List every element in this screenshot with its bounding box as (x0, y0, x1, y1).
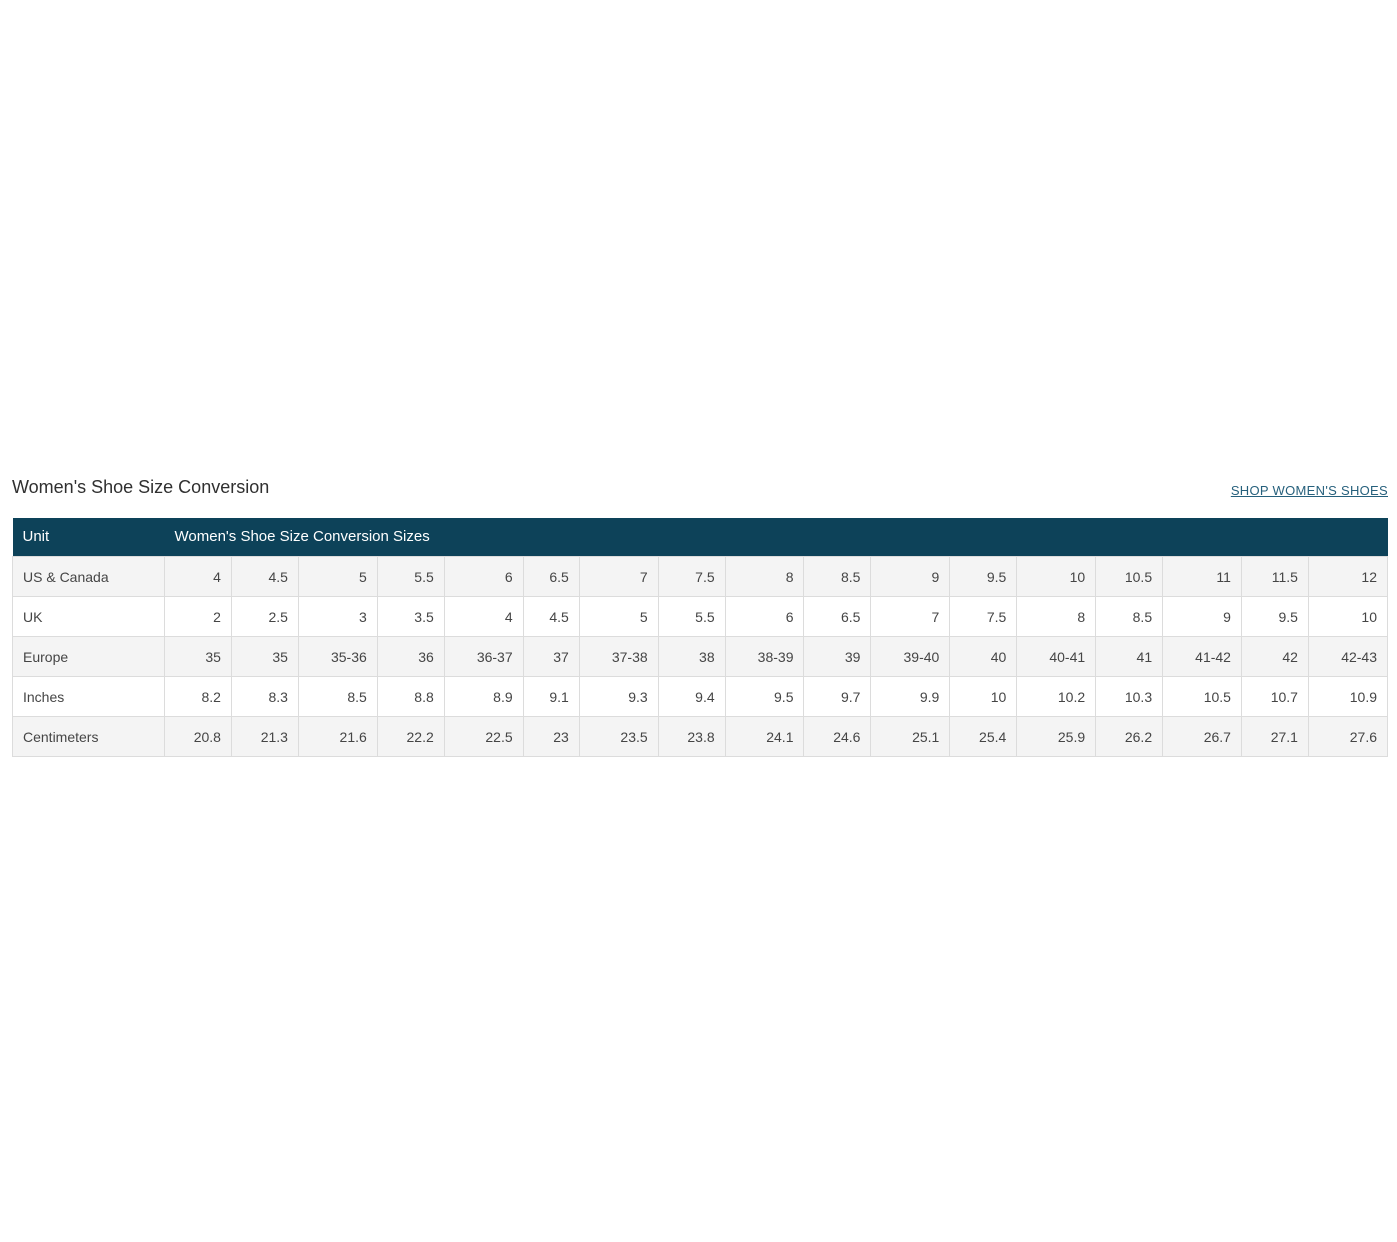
size-value-cell: 38-39 (725, 637, 804, 677)
size-value-cell: 10.5 (1096, 557, 1163, 597)
size-value-cell: 4 (165, 557, 232, 597)
shop-womens-shoes-link[interactable]: SHOP WOMEN'S SHOES (1230, 483, 1388, 498)
size-value-cell: 8.9 (444, 677, 523, 717)
size-value-cell: 36 (377, 637, 444, 677)
size-value-cell: 21.3 (231, 717, 298, 757)
row-label: UK (13, 597, 165, 637)
size-value-cell: 22.2 (377, 717, 444, 757)
size-value-cell: 23.8 (658, 717, 725, 757)
size-value-cell: 9.7 (804, 677, 871, 717)
size-value-cell: 8.8 (377, 677, 444, 717)
size-value-cell: 8.5 (1096, 597, 1163, 637)
size-value-cell: 5.5 (377, 557, 444, 597)
size-value-cell: 4.5 (231, 557, 298, 597)
row-label: US & Canada (13, 557, 165, 597)
size-value-cell: 39-40 (871, 637, 950, 677)
table-row-inches (13, 677, 1388, 717)
size-value-cell: 10 (950, 677, 1017, 717)
size-value-cell: 10 (1308, 597, 1387, 637)
size-value-cell: 2 (165, 597, 232, 637)
size-value-cell: 40 (950, 637, 1017, 677)
table-row-centimeters (13, 717, 1388, 757)
size-value-cell: 9.1 (523, 677, 579, 717)
size-value-cell: 9 (1163, 597, 1242, 637)
size-value-cell: 8.2 (165, 677, 232, 717)
size-value-cell: 37 (523, 637, 579, 677)
table-header-bar (12, 477, 1388, 499)
size-value-cell: 25.9 (1017, 717, 1096, 757)
shoe-size-conversion-table (12, 518, 1388, 758)
size-value-cell: 8.5 (298, 677, 377, 717)
size-value-cell: 7.5 (658, 557, 725, 597)
size-value-cell: 10.5 (1163, 677, 1242, 717)
size-value-cell: 3.5 (377, 597, 444, 637)
unit-column-header: Unit (13, 518, 165, 557)
size-value-cell: 42-43 (1308, 637, 1387, 677)
row-label: Europe (13, 637, 165, 677)
size-value-cell: 12 (1308, 557, 1387, 597)
size-value-cell: 11 (1163, 557, 1242, 597)
size-value-cell: 8.5 (804, 557, 871, 597)
size-value-cell: 7 (871, 597, 950, 637)
size-value-cell: 5 (579, 597, 658, 637)
size-value-cell: 40-41 (1017, 637, 1096, 677)
size-value-cell: 9.9 (871, 677, 950, 717)
size-value-cell: 10.3 (1096, 677, 1163, 717)
size-value-cell: 10.2 (1017, 677, 1096, 717)
size-value-cell: 3 (298, 597, 377, 637)
size-value-cell: 35 (231, 637, 298, 677)
size-value-cell: 35-36 (298, 637, 377, 677)
size-value-cell: 6 (444, 557, 523, 597)
size-value-cell: 35 (165, 637, 232, 677)
size-value-cell: 9.5 (950, 557, 1017, 597)
size-value-cell: 6 (725, 597, 804, 637)
size-value-cell: 5.5 (658, 597, 725, 637)
size-value-cell: 22.5 (444, 717, 523, 757)
size-value-cell: 8 (1017, 597, 1096, 637)
size-value-cell: 2.5 (231, 597, 298, 637)
size-value-cell: 24.6 (804, 717, 871, 757)
size-value-cell: 8.3 (231, 677, 298, 717)
size-value-cell: 7 (579, 557, 658, 597)
size-value-cell: 38 (658, 637, 725, 677)
size-value-cell: 4 (444, 597, 523, 637)
size-value-cell: 26.2 (1096, 717, 1163, 757)
size-value-cell: 41-42 (1163, 637, 1242, 677)
page-title: Women's Shoe Size Conversion (12, 477, 270, 497)
size-value-cell: 9.5 (725, 677, 804, 717)
size-value-cell: 39 (804, 637, 871, 677)
size-value-cell: 20.8 (165, 717, 232, 757)
size-value-cell: 10.9 (1308, 677, 1387, 717)
size-value-cell: 10.7 (1241, 677, 1308, 717)
size-value-cell: 9.4 (658, 677, 725, 717)
size-value-cell: 9.5 (1241, 597, 1308, 637)
size-value-cell: 21.6 (298, 717, 377, 757)
size-value-cell: 27.1 (1241, 717, 1308, 757)
size-value-cell: 7.5 (950, 597, 1017, 637)
size-value-cell: 24.1 (725, 717, 804, 757)
size-value-cell: 37-38 (579, 637, 658, 677)
sizes-column-header: Women's Shoe Size Conversion Sizes (165, 518, 1388, 557)
size-value-cell: 41 (1096, 637, 1163, 677)
row-label: Inches (13, 677, 165, 717)
size-value-cell: 25.1 (871, 717, 950, 757)
size-value-cell: 9 (871, 557, 950, 597)
size-value-cell: 23.5 (579, 717, 658, 757)
size-value-cell: 5 (298, 557, 377, 597)
table-row-uk (13, 597, 1388, 637)
size-value-cell: 4.5 (523, 597, 579, 637)
table-header-row (13, 518, 1388, 557)
size-value-cell: 8 (725, 557, 804, 597)
size-value-cell: 23 (523, 717, 579, 757)
size-value-cell: 27.6 (1308, 717, 1387, 757)
size-value-cell: 42 (1241, 637, 1308, 677)
size-value-cell: 36-37 (444, 637, 523, 677)
size-value-cell: 6.5 (804, 597, 871, 637)
table-row-europe (13, 637, 1388, 677)
size-value-cell: 25.4 (950, 717, 1017, 757)
row-label: Centimeters (13, 717, 165, 757)
size-value-cell: 10 (1017, 557, 1096, 597)
size-value-cell: 26.7 (1163, 717, 1242, 757)
table-row-us-canada (13, 557, 1388, 597)
size-value-cell: 11.5 (1241, 557, 1308, 597)
size-value-cell: 9.3 (579, 677, 658, 717)
size-value-cell: 6.5 (523, 557, 579, 597)
